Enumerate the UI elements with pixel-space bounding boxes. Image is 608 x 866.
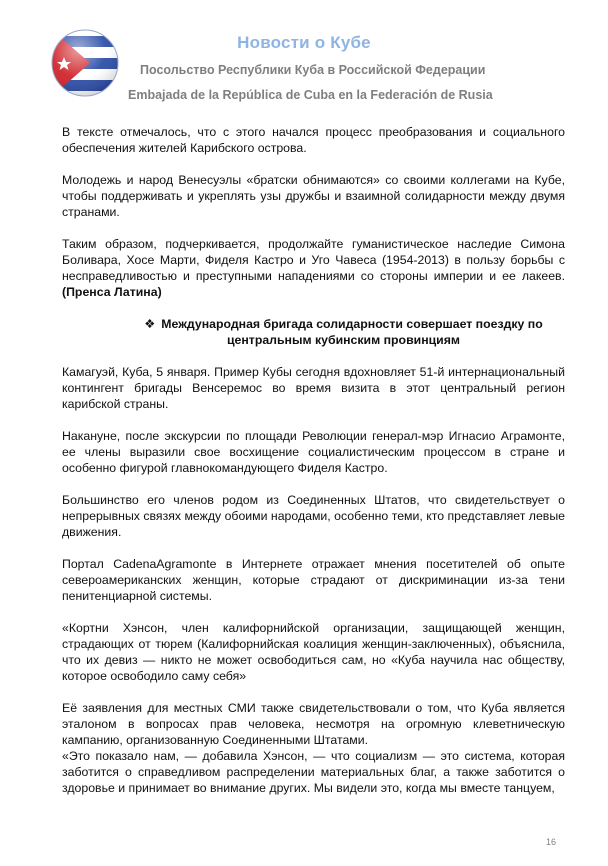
paragraph: Камагуэй, Куба, 5 января. Пример Кубы сегодня вдохновляет 51-й интернациональный контингент бригады Венсеремос во время визита в этот центральный регион карибской страны. xyxy=(62,365,565,411)
page-header xyxy=(0,0,608,110)
article-heading-text: Международная бригада солидарности совершает поездку по центральным кубинским провинциям xyxy=(161,317,543,347)
paragraph: «Это показало нам, — добавила Хэнсон, — что социализм — это система, которая заботится о справедливом распределении материальных благ, а также заботится о здоровье и принимает во внимание других. Мы видели это, когда мы вместе танцуем, xyxy=(62,749,565,795)
news-source: (Пренса Латина) xyxy=(62,285,162,299)
article-heading xyxy=(62,316,565,348)
diamond-bullet-icon: ❖ xyxy=(144,317,156,331)
paragraph-text: Таким образом, подчеркивается, продолжайте гуманистическое наследие Симона Боливара, Хосе Марти, Фиделя Кастро и Уго Чавеса (1954-2013) в пользу борьбы с несправедливостью и преступными нападениями со стороны империи и ее лакеев. xyxy=(62,237,565,283)
paragraph: «Кортни Хэнсон, член калифорнийской организации, защищающей женщин, страдающих от тюрем (Калифорнийская коалиция женщин-заключенных), объяснила, что их девиз — никто не может освободиться сам, но «Куба научила нас обществу, которое освободило саму себя» xyxy=(62,621,565,683)
paragraph: Накануне, после экскурсии по площади Революции генерал-мэр Игнасио Аграмонте, ее члены выразили свое восхищение социалистическим процессом в стране и особенно фигурой главнокомандующего Фиделя Кастро. xyxy=(62,429,565,475)
article-body xyxy=(62,124,565,812)
paragraph: Портал CadenaAgramonte в Интернете отражает мнения посетителей об опыте североамериканских женщин, которые страдают от дискриминации из-за тени пенитенциарной системы. xyxy=(62,557,565,603)
paragraph: В тексте отмечалось, что с этого начался процесс преобразования и социального обеспечения жителей Карибского острова. xyxy=(62,125,565,155)
paragraph: Её заявления для местных СМИ также свидетельствовали о том, что Куба является эталоном в вопросах прав человека, несмотря на огромную клеветническую кампанию, организованную Соединенными Штатами. xyxy=(62,701,565,747)
paragraph: Молодежь и народ Венесуэлы «братски обнимаются» со своими коллегами на Кубе, чтобы поддерживать и укреплять узы дружбы и взаимной солидарности между двумя странами. xyxy=(62,173,565,219)
embassy-name-ru: Посольство Республики Куба в Российской Федерации xyxy=(140,63,486,77)
paragraph xyxy=(62,236,565,300)
page-number: 16 xyxy=(546,837,557,847)
paragraph: Большинство его членов родом из Соединенных Штатов, что свидетельствует о непрерывных связях между обоими народами, особенно теми, кто представляет левые движения. xyxy=(62,493,565,539)
embassy-name-es: Embajada de la República de Cuba en la Federación de Rusia xyxy=(128,88,493,102)
page-title: Новости о Кубе xyxy=(237,33,371,52)
